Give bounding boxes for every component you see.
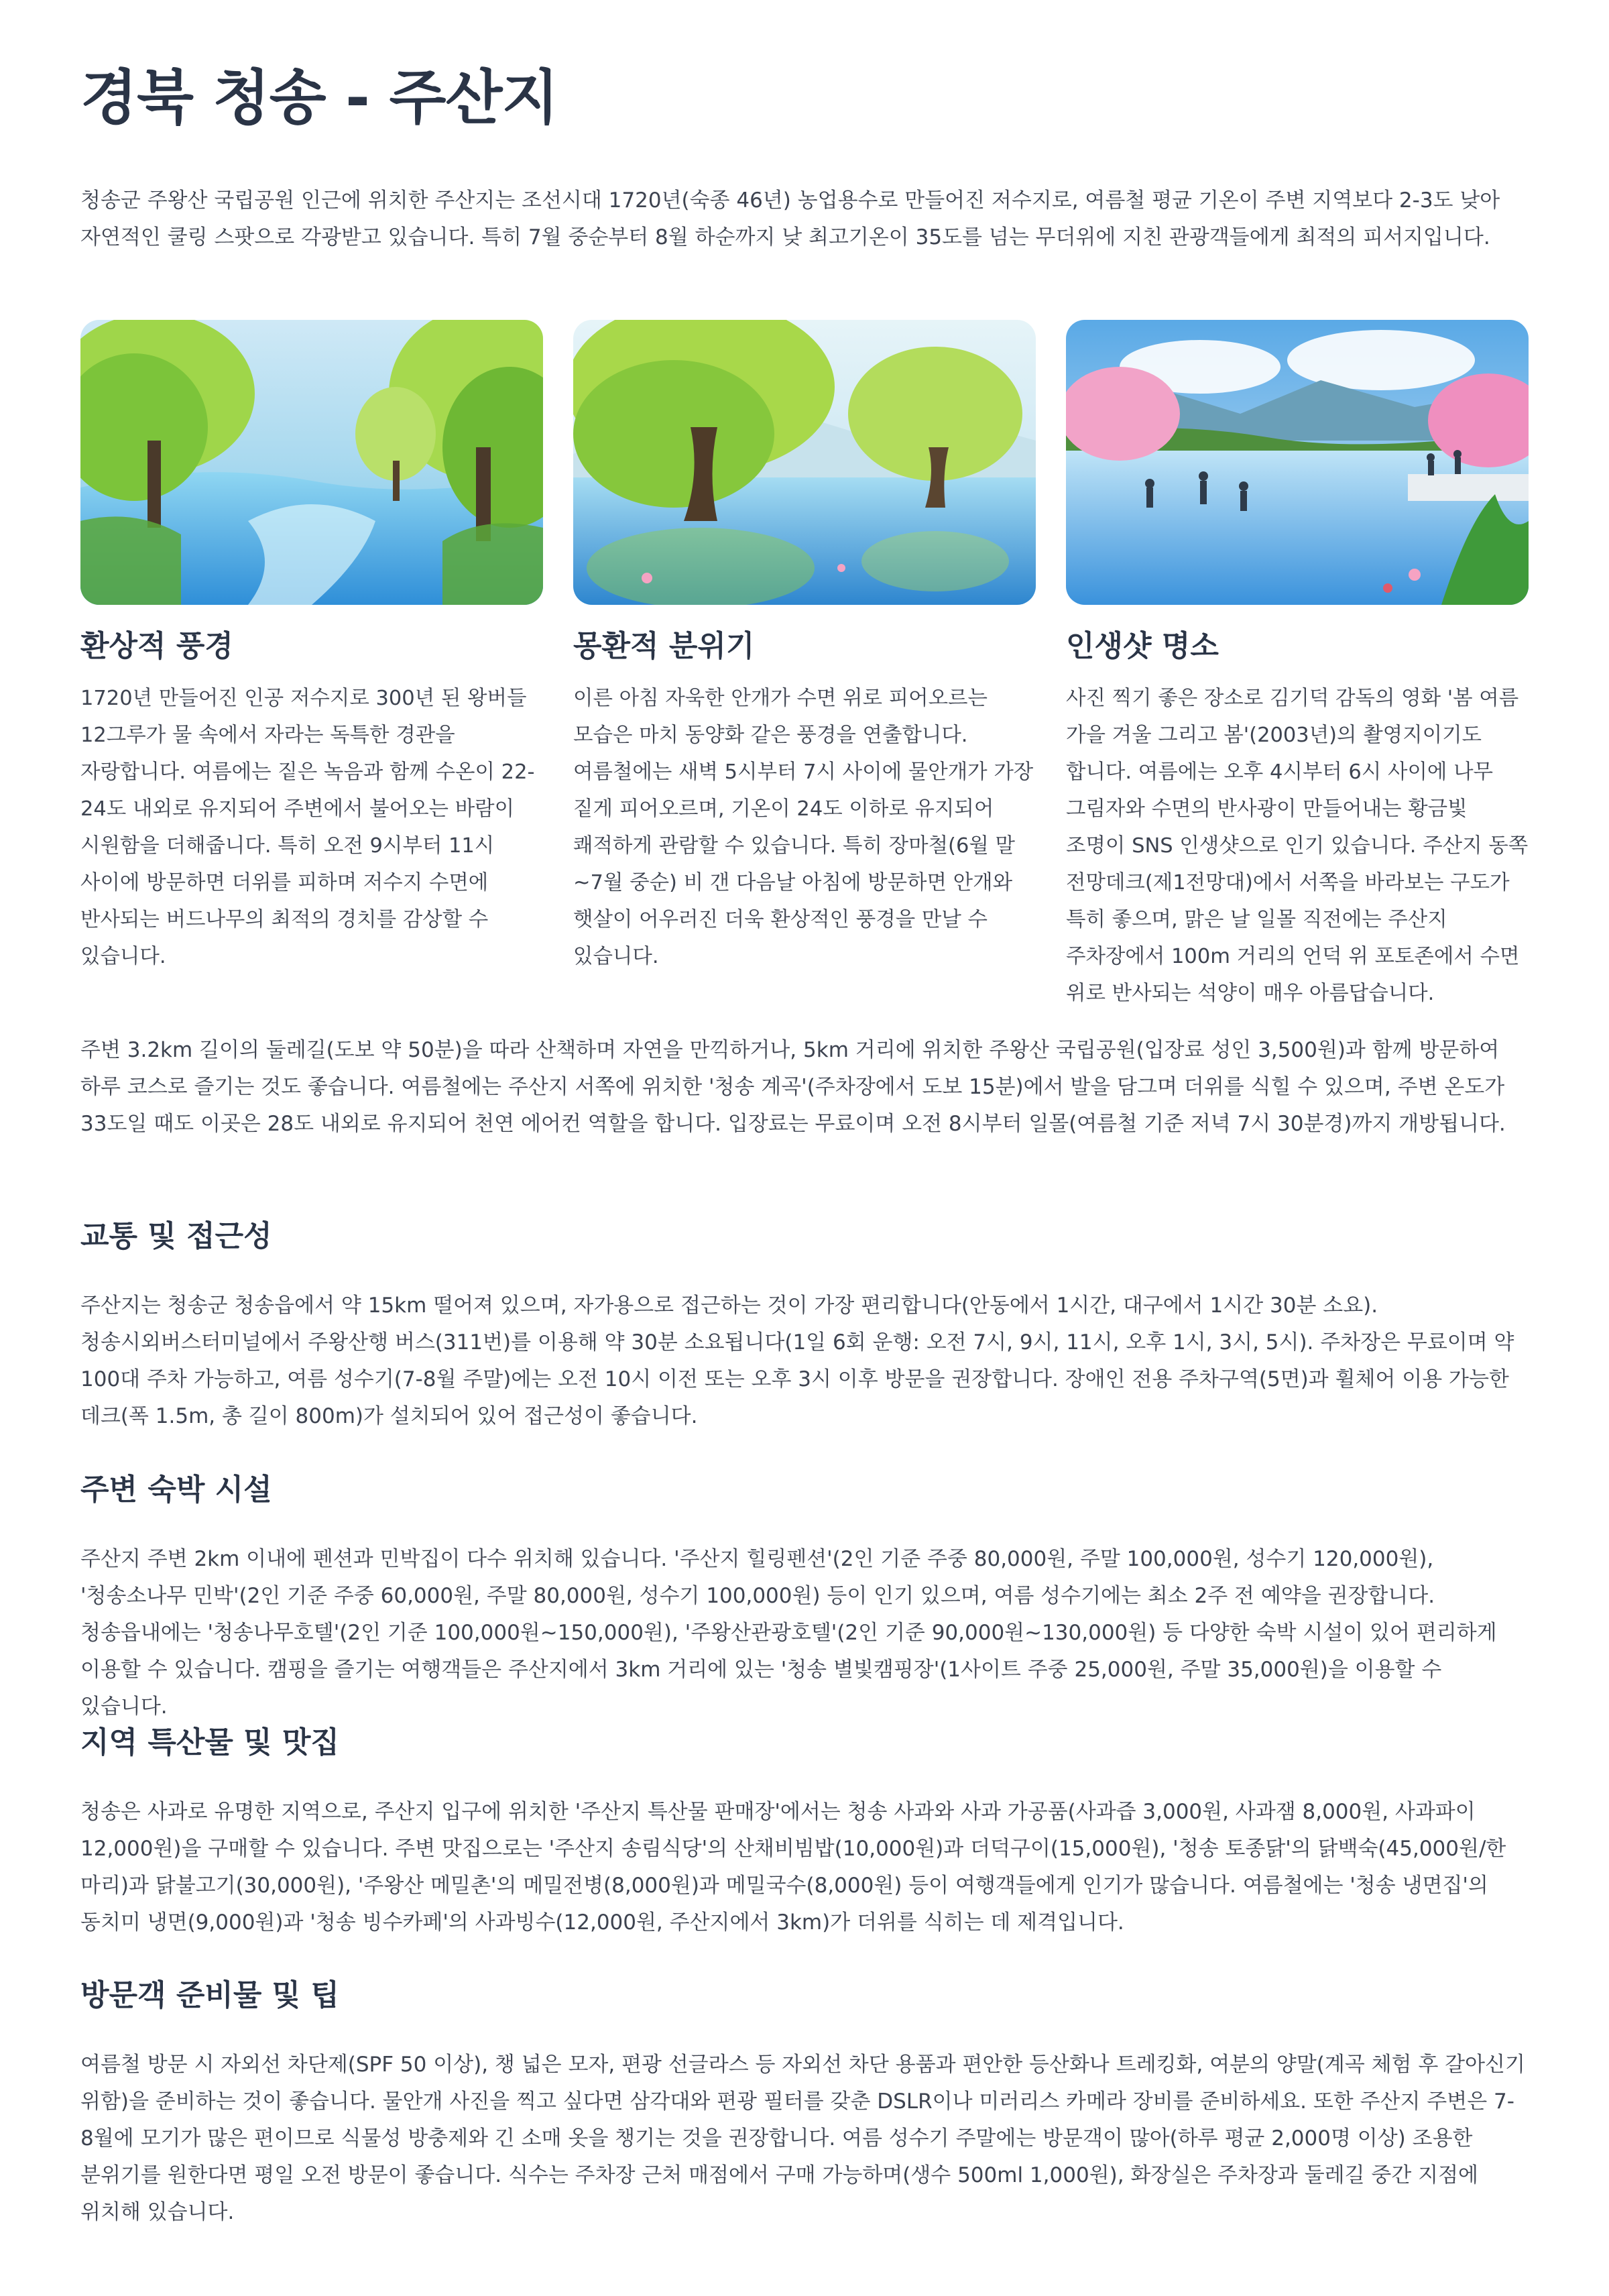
- section-heading-food: 지역 특산물 및 맛집: [80, 1725, 339, 1760]
- intro-paragraph: 청송군 주왕산 국립공원 인근에 위치한 주산지는 조선시대 1720년(숙종 46년) 농업용수로 만들어진 저수지로, 여름철 평균 기온이 주변 지역보다 2-3도 낮아 자연적인 쿨링 스팟으로 각광받고 있습니다. 특히 7월 중순부터 8월 하순까지 낮 최고기온이 35도를 넘는 무더위에 지친 관광객들에게 최적의 피서지입니다.: [80, 188, 1500, 249]
- walking-trail-paragraph: 주변 3.2km 길이의 둘레길(도보 약 50분)을 따라 산책하며 자연을 만끽하거나, 5km 거리에 위치한 주왕산 국립공원(입장료 성인 3,500원)과 함께 방문하여 하루 코스로 즐기는 것도 좋습니다. 여름철에는 주산지 서쪽에 위치한 '청송 계곡'(주차장에서 도보 15분)에서 발을 담그며 더위를 식힐 수 있으며, 주변 온도가 33도일 때도 이곳은 28도 내외로 유지되어 천연 에어컨 역할을 합니다. 입장료는 무료이며 오전 8시부터 일몰(여름철 기준 저녁 7시 30분경)까지 개방됩니다.: [80, 1038, 1506, 1136]
- lake-visitors-image: [1066, 320, 1529, 605]
- feature-card-atmosphere: [573, 320, 1036, 968]
- section-heading-tips: 방문객 준비물 및 팁: [80, 1978, 339, 2012]
- feature-title: 몽환적 분위기: [573, 629, 755, 663]
- feature-card-landscape: [80, 320, 543, 968]
- section-text-lodging: 주산지 주변 2km 이내에 펜션과 민박집이 다수 위치해 있습니다. '주산지 힐링펜션'(2인 기준 주중 80,000원, 주말 100,000원, 성수기 120,000원), '청송소나무 민박'(2인 기준 주중 60,000원, 주말 80,000원, 성수기 100,000원) 등이 인기 있으며, 여름 성수기에는 최소 2주 전 예약을 권장합니다. 청송읍내에는 '청송나무호텔'(2인 기준 100,000원~150,000원), '주왕산관광호텔'(2인 기준 90,000원~130,000원) 등 다양한 숙박 시설이 있어 편리하게 이용할 수 있습니다. 캠핑을 즐기는 여행객들은 주산지에서 3km 거리에 있는 '청송 별빛캠핑장'(1사이트 주중 25,000원, 주말 35,000원)을 이용할 수 있습니다.: [80, 1547, 1497, 1719]
- section-heading-transport: 교통 및 접근성: [80, 1219, 272, 1253]
- section-text-food: 청송은 사과로 유명한 지역으로, 주산지 입구에 위치한 '주산지 특산물 판매장'에서는 청송 사과와 사과 가공품(사과즙 3,000원, 사과잼 8,000원, 사과파이 12,000원)을 구매할 수 있습니다. 주변 맛집으로는 '주산지 송림식당'의 산채비빔밥(10,000원)과 더덕구이(15,000원), '청송 토종닭'의 닭백숙(45,000원/한 마리)과 닭불고기(30,000원), '주왕산 메밀촌'의 메밀전병(8,000원)과 메밀국수(8,000원) 등이 여행객들에게 인기가 많습니다. 여름철에는 '청송 냉면집'의 동치미 냉면(9,000원)과 '청송 빙수카페'의 사과빙수(12,000원, 주산지에서 3km)가 더위를 식히는 데 제격입니다.: [80, 1800, 1506, 1935]
- section-heading-lodging: 주변 숙박 시설: [80, 1473, 272, 1507]
- feature-cards: [80, 320, 1529, 1017]
- feature-description: 사진 찍기 좋은 장소로 김기덕 감독의 영화 '봄 여름 가을 겨울 그리고 봄'(2003년)의 촬영지이기도 합니다. 여름에는 오후 4시부터 6시 사이에 나무 그림자와 수면의 반사광이 만들어내는 황금빛 조명이 SNS 인생샷으로 인기 있습니다. 주산지 동쪽 전망데크(제1전망대)에서 서쪽을 바라보는 구도가 특히 좋으며, 맑은 날 일몰 직전에는 주산지 주차장에서 100m 거리의 언덕 위 포토존에서 수면 위로 반사되는 석양이 매우 아름답습니다.: [1066, 687, 1529, 1005]
- section-text-tips: 여름철 방문 시 자외선 차단제(SPF 50 이상), 챙 넓은 모자, 편광 선글라스 등 자외선 차단 용품과 편안한 등산화나 트레킹화, 여분의 양말(계곡 체험 후 갈아신기 위함)을 준비하는 것이 좋습니다. 물안개 사진을 찍고 싶다면 삼각대와 편광 필터를 갖춘 DSLR이나 미러리스 카메라 장비를 준비하세요. 또한 주산지 주변은 7-8월에 모기가 많은 편이므로 식물성 방충제와 긴 소매 옷을 챙기는 것을 권장합니다. 여름 성수기 주말에는 방문객이 많아(하루 평균 2,000명 이상) 조용한 분위기를 원한다면 평일 오전 방문이 좋습니다. 식수는 주차장 근처 매점에서 구매 가능하며(생수 500ml 1,000원), 화장실은 주차장과 둘레길 중간 지점에 위치해 있습니다.: [80, 2053, 1525, 2224]
- feature-card-photo-spot: [1066, 320, 1529, 1005]
- feature-description: 이른 아침 자욱한 안개가 수면 위로 피어오르는 모습은 마치 동양화 같은 풍경을 연출합니다. 여름철에는 새벽 5시부터 7시 사이에 물안개가 가장 짙게 피어오르며, 기온이 24도 이하로 유지되어 쾌적하게 관람할 수 있습니다. 특히 장마철(6월 말~7월 중순) 비 갠 다음날 아침에 방문하면 안개와 햇살이 어우러진 더욱 환상적인 풍경을 만날 수 있습니다.: [573, 687, 1034, 968]
- willow-river-image: [80, 320, 543, 605]
- willow-reflection-image: [573, 320, 1036, 605]
- section-text-transport: 주산지는 청송군 청송읍에서 약 15km 떨어져 있으며, 자가용으로 접근하는 것이 가장 편리합니다(안동에서 1시간, 대구에서 1시간 30분 소요). 청송시외버스터미널에서 주왕산행 버스(311번)를 이용해 약 30분 소요됩니다(1일 6회 운행: 오전 7시, 9시, 11시, 오후 1시, 3시, 5시). 주차장은 무료이며 약 100대 주차 가능하고, 여름 성수기(7-8월 주말)에는 오전 10시 이전 또는 오후 3시 이후 방문을 권장합니다. 장애인 전용 주차구역(5면)과 휠체어 이용 가능한 데크(폭 1.5m, 총 길이 800m)가 설치되어 있어 접근성이 좋습니다.: [80, 1294, 1514, 1428]
- feature-title: 인생샷 명소: [1066, 629, 1219, 663]
- feature-title: 환상적 풍경: [80, 629, 233, 663]
- page-title: 경북 청송 - 주산지: [80, 63, 558, 132]
- feature-description: 1720년 만들어진 인공 저수지로 300년 된 왕버들 12그루가 물 속에서 자라는 독특한 경관을 자랑합니다. 여름에는 짙은 녹음과 함께 수온이 22-24도 내외로 유지되어 주변에서 불어오는 바람이 시원함을 더해줍니다. 특히 오전 9시부터 11시 사이에 방문하면 더위를 피하며 저수지 수면에 반사되는 버드나무의 최적의 경치를 감상할 수 있습니다.: [80, 687, 535, 968]
